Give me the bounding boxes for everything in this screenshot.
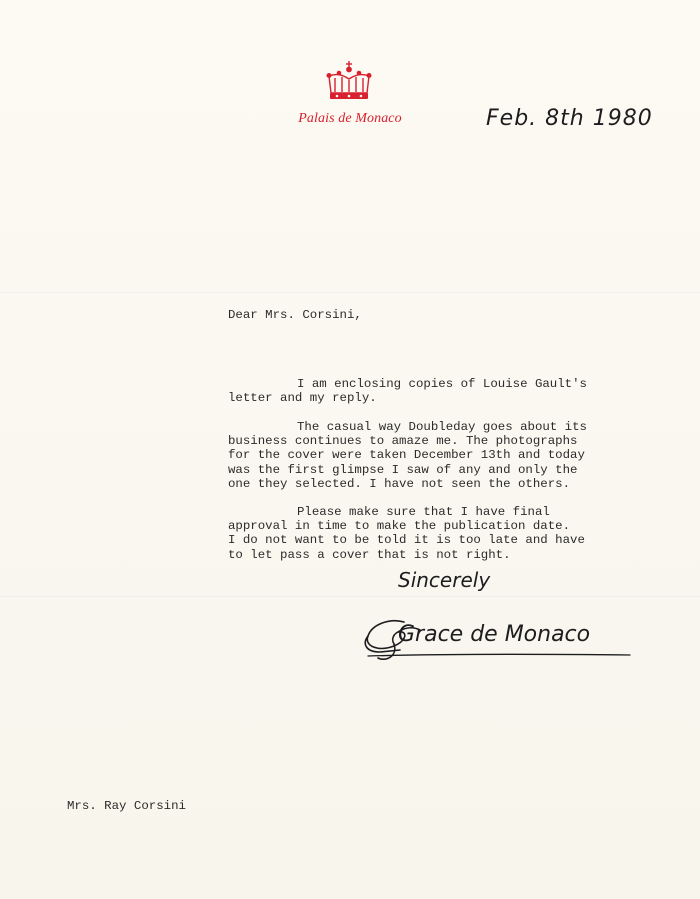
recipient-name: Mrs. Ray Corsini bbox=[67, 799, 186, 813]
paper-fold-line bbox=[0, 292, 700, 294]
body-paragraph: The casual way Doubleday goes about its business continues to amaze me. The photographs for the cover were taken December 13th and today was the first glimpse I saw of any and only the one they selected. I have not seen the others. bbox=[228, 420, 587, 491]
paper-fold-line bbox=[0, 596, 700, 598]
body-paragraph: I am enclosing copies of Louise Gault's letter and my reply. bbox=[228, 377, 587, 406]
royal-crown-icon bbox=[326, 60, 372, 102]
handwritten-date: Feb. 8th 1980 bbox=[486, 106, 653, 131]
signature-text: Grace de Monaco bbox=[398, 622, 591, 647]
body-paragraph: Please make sure that I have final approval in time to make the publication date. I do not want to be told it is too late and have to let pass a cover that is not right. bbox=[228, 505, 585, 562]
closing-sincerely: Sincerely bbox=[398, 568, 491, 592]
salutation: Dear Mrs. Corsini, bbox=[228, 308, 362, 322]
letterhead-title: Palais de Monaco bbox=[298, 111, 402, 126]
handwritten-signature bbox=[360, 612, 632, 666]
